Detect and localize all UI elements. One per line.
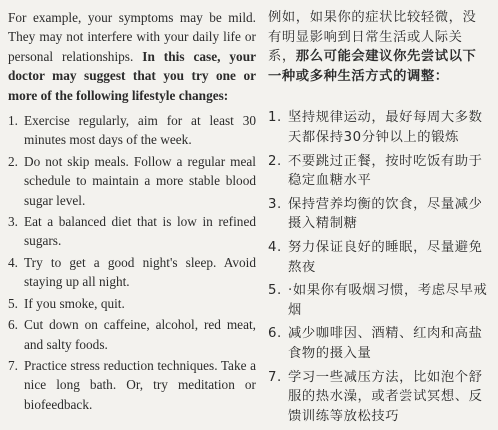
english-column (8, 8, 256, 416)
list-item-number: 7. (8, 357, 18, 373)
list-item-text: 保持营养均衡的饮食，尽量减少摄入精制糖 (288, 196, 483, 232)
list-item (268, 368, 490, 427)
list-item-number: 5. (8, 295, 18, 311)
list-item (8, 253, 256, 292)
list-item (268, 108, 490, 147)
list-item-number: 1. (8, 113, 18, 129)
list-item-text: 坚持规律运动，最好每周大多数天都保持30分钟以上的锻炼 (288, 110, 483, 145)
list-item-text: Cut down on caffeine, alcohol, red meat, and salty foods. (24, 317, 256, 352)
chinese-intro-bold: 那么可能会建议你先尝试以下一种或多种生活方式的调整： (268, 49, 477, 84)
list-item (8, 111, 256, 150)
list-item-text: Do not skip meals. Follow a regular meal schedule to maintain a more stable blood sugar level. (24, 153, 256, 208)
list-item-text: 不要跳过正餐，按时吃饭有助于稳定血糖水平 (288, 153, 483, 189)
list-item (268, 195, 490, 234)
list-item (8, 212, 256, 251)
list-item-number: 3. (268, 196, 282, 212)
list-item-number: 4. (8, 254, 18, 270)
list-item-text: ·如果你有吸烟习惯，考虑尽早戒烟 (288, 283, 488, 318)
chinese-list (268, 108, 490, 426)
list-item (268, 281, 490, 320)
english-intro-plain: For example, your symptoms may be mild. They may not interfere with your daily life or personal relationships. (8, 10, 256, 64)
english-intro (8, 8, 256, 105)
list-item-text: Try to get a good night's sleep. Avoid staying up all night. (24, 254, 256, 290)
chinese-intro-plain: 例如，如果你的症状比较轻微，没有明显影响到日常生活或人际关系， (268, 10, 477, 65)
list-item-text: 减少咖啡因、酒精、红肉和高盐食物的摄入量 (288, 326, 483, 361)
list-item-text: If you smoke, quit. (24, 295, 125, 311)
list-item-text: Exercise regularly, aim for at least 30 minutes most days of the week. (24, 113, 256, 148)
english-intro-bold: In this case, your doctor may suggest that you try one or more of the following lifestyle changes: (8, 48, 256, 103)
list-item (268, 324, 490, 363)
list-item (268, 238, 490, 277)
list-item (8, 356, 256, 414)
list-item-number: 3. (8, 214, 18, 230)
list-item-number: 4. (268, 239, 282, 255)
list-item (8, 152, 256, 210)
list-item-number: 7. (268, 369, 282, 385)
list-item-number: 5. (268, 283, 282, 299)
list-item-number: 2. (268, 153, 282, 169)
list-item-number: 1. (268, 110, 282, 126)
list-item-number: 6. (268, 326, 282, 342)
list-item-text: Eat a balanced diet that is low in refined sugars. (24, 214, 256, 249)
english-list (8, 111, 256, 414)
list-item (8, 315, 256, 354)
list-item (268, 152, 490, 191)
list-item-text: Practice stress reduction techniques. Take a nice long bath. Or, try meditation or biofeedback. (24, 357, 256, 412)
list-item-text: 努力保证良好的睡眠，尽量避免熬夜 (288, 239, 483, 275)
list-item (8, 294, 256, 313)
chinese-column (268, 8, 490, 430)
list-item-number: 2. (8, 153, 18, 169)
list-item-text: 学习一些减压方法，比如泡个舒服的热水澡，或者尝试冥想、反馈训练等放松技巧 (288, 369, 483, 424)
list-item-number: 6. (8, 317, 18, 333)
chinese-intro (268, 8, 490, 86)
